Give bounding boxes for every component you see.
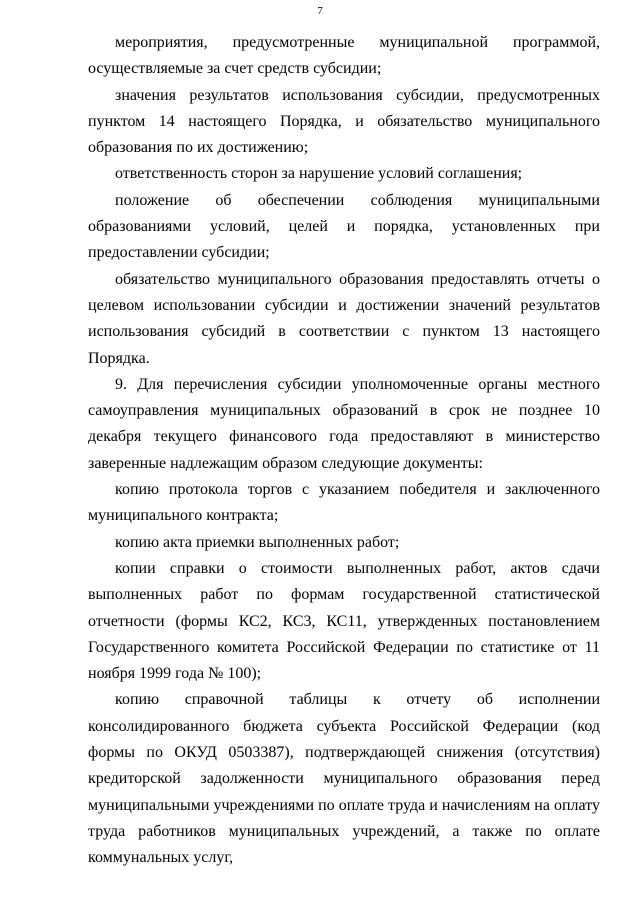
paragraph-acceptance-act: копию акта приемки выполненных работ; xyxy=(115,533,400,551)
paragraph-cost-certificates: копии справки о стоимости выполненных работ, актов сдачи выполненных работ по формам государственной статистической отчетности (формы КС2, КС3, КС11, утвержденных постановлением Государственного комитета Российской Федерации по статистике от 11 ноября 1999 года № 100); xyxy=(88,559,600,683)
paragraph-program-activities: мероприятия, предусмотренные муниципальной программой, осуществляемые за счет средств субсидии; xyxy=(88,34,600,78)
paragraph-reporting-obligation: обязательство муниципального образования предоставлять отчеты о целевом использовании субсидии и достижении значений результатов использования субсидий в соответствии с пунктом 13 настоящего Порядка. xyxy=(88,270,600,367)
paragraph-reference-table: копию справочной таблицы к отчету об исполнении консолидированного бюджета субъекта Российской Федерации (код формы по ОКУД 0503387), подтверждающей снижения (отсутствия) кредиторской задолженности муниципального образования перед муниципальными учреждениями по оплате труда и начислениям на оплату труда работников муниципальных учреждений, а также по оплате коммунальных услуг, xyxy=(88,691,600,867)
paragraph-result-values: значения результатов использования субсидии, предусмотренных пунктом 14 настоящего Порядка, и обязательство муниципального образования по их достижению; xyxy=(88,86,600,157)
paragraph-section-9: 9. Для перечисления субсидии уполномоченные органы местного самоуправления муниципальных образований в срок не позднее 10 декабря текущего финансового года предоставляют в министерство заверенные надлежащим образом следующие документы: xyxy=(88,375,600,472)
paragraph-tender-protocol: копию протокола торгов с указанием победителя и заключенного муниципального контракта; xyxy=(88,481,600,525)
paragraph-compliance-provision: положение об обеспечении соблюдения муниципальными образованиями условий, целей и порядка, установленных при предоставлении субсидии; xyxy=(88,191,600,262)
document-body xyxy=(88,30,600,872)
page-number: 7 xyxy=(317,5,323,17)
paragraph-party-responsibility: ответственность сторон за нарушение условий соглашения; xyxy=(115,165,523,183)
